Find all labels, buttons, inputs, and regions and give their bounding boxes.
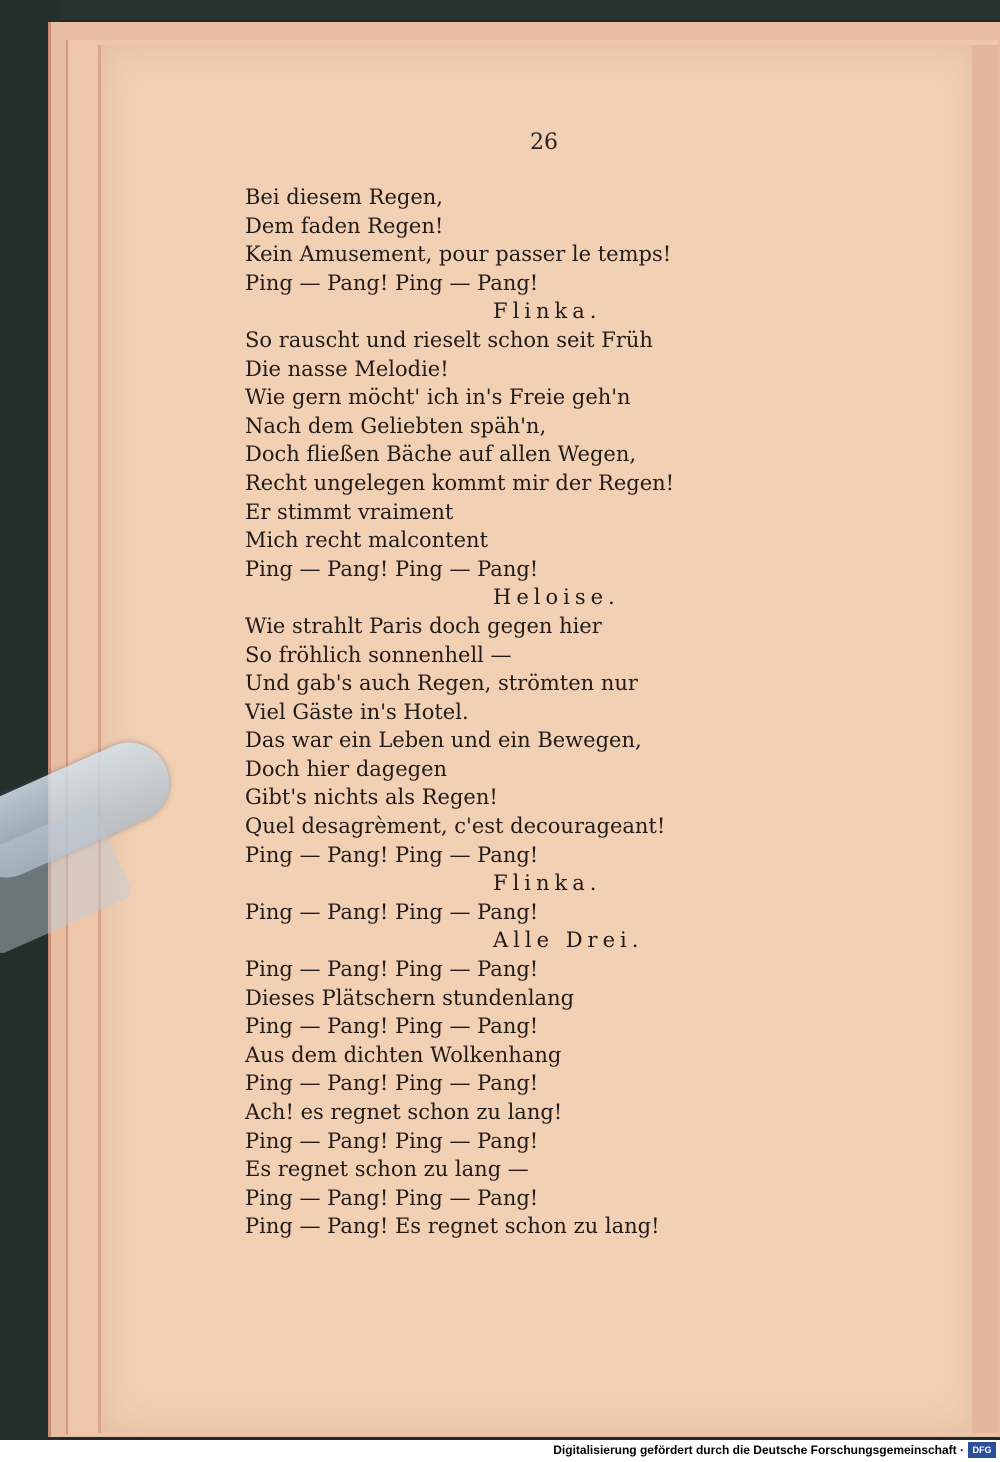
verse-text-block: [245, 183, 765, 1241]
verse-line: Ping — Pang! Ping — Pang!: [245, 842, 539, 867]
verse-line: Mich recht malcontent: [245, 528, 488, 553]
verse-line: Doch fließen Bäche auf allen Wegen,: [245, 442, 637, 467]
verse-line: Dieses Plätschern stundenlang: [245, 985, 575, 1010]
verse-line: Und gab's auch Regen, strömten nur: [245, 671, 638, 696]
verse-line: Ping — Pang! Ping — Pang!: [245, 270, 539, 295]
verse-line: Bei diesem Regen,: [245, 185, 443, 209]
verse-line: Die nasse Melodie!: [245, 356, 449, 381]
speaker-name: Flinka.: [493, 299, 602, 324]
verse-line: Quel desagrèment, c'est decourageant!: [245, 814, 666, 839]
page-number: 26: [530, 130, 558, 155]
verse-line: Dem faden Regen!: [245, 213, 444, 238]
page-right-edge: [972, 45, 998, 1433]
verse-line: Wie gern möcht' ich in's Freie geh'n: [245, 385, 631, 410]
verse-line: Ping — Pang! Ping — Pang!: [245, 1128, 539, 1153]
verse-line: Recht ungelegen kommt mir der Regen!: [245, 470, 675, 495]
verse-line: Aus dem dichten Wolkenhang: [245, 1042, 562, 1067]
scan-background-top: [0, 0, 1000, 20]
verse-line: Ping — Pang! Ping — Pang!: [245, 1185, 539, 1210]
footer-bar: [0, 1440, 1000, 1462]
verse-line: Ping — Pang! Ping — Pang!: [245, 1071, 539, 1096]
verse-line: So rauscht und rieselt schon seit Früh: [245, 327, 653, 352]
footer-credit: Digitalisierung gefördert durch die Deutsche Forschungsgemeinschaft ·: [553, 1443, 964, 1457]
verse-line: Er stimmt vraiment: [245, 499, 454, 524]
verse-line: So fröhlich sonnenhell —: [245, 642, 512, 667]
verse-line: Ping — Pang! Ping — Pang!: [245, 1014, 539, 1039]
speaker-name: Flinka.: [493, 871, 602, 896]
verse-line: Es regnet schon zu lang —: [245, 1157, 529, 1182]
verse-line: Viel Gäste in's Hotel.: [245, 699, 469, 724]
verse-line: Das war ein Leben und ein Bewegen,: [245, 728, 642, 753]
verse-line: Kein Amusement, pour passer le temps!: [245, 242, 672, 267]
speaker-name: Heloise.: [493, 585, 620, 610]
dfg-logo-icon: DFG: [968, 1442, 996, 1458]
verse-line: Wie strahlt Paris doch gegen hier: [245, 613, 602, 638]
verse-line: Ping — Pang! Ping — Pang!: [245, 899, 539, 924]
verse-line: Ping — Pang! Ping — Pang!: [245, 957, 539, 982]
verse-line: Ach! es regnet schon zu lang!: [245, 1100, 563, 1124]
verse-line: Ping — Pang! Ping — Pang!: [245, 556, 539, 581]
verse-line: Nach dem Geliebten späh'n,: [245, 413, 547, 438]
verse-line: Ping — Pang! Es regnet schon zu lang!: [245, 1214, 660, 1239]
verse-line: Gibt's nichts als Regen!: [245, 785, 498, 810]
verse-line: Doch hier dagegen: [245, 756, 448, 781]
speaker-name: Alle Drei.: [493, 928, 644, 953]
